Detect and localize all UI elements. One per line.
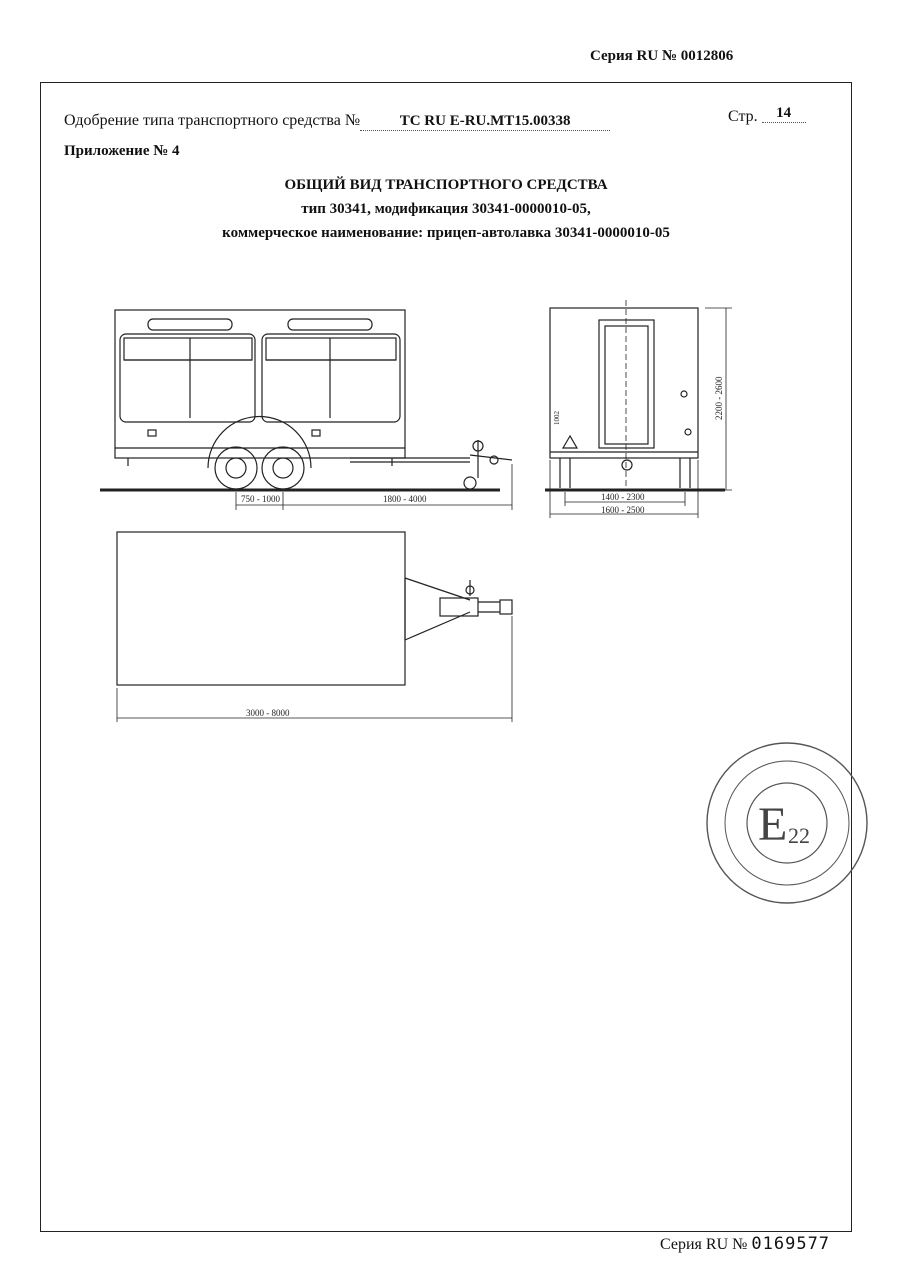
stamp-number: 22 [788, 823, 810, 848]
dim-drawbar: 1800 - 4000 [383, 494, 427, 504]
dim-height: 2200 - 2600 [714, 376, 724, 420]
rear-side-mark: 1002 [553, 411, 561, 425]
appendix-label: Приложение № 4 [64, 143, 180, 159]
series-bottom-label: Серия RU № [660, 1236, 748, 1253]
top-view-drawing [117, 532, 512, 722]
approval-label: Одобрение типа транспортного средства № [64, 112, 361, 129]
stamp-lettering [758, 798, 810, 851]
stamp-mark: E [758, 798, 788, 851]
dim-axle-offset: 750 - 1000 [241, 494, 280, 504]
document-subtitle-name: коммерческое наименование: прицеп-автолавка 30341-0000010-05 [222, 225, 670, 241]
dim-length: 3000 - 8000 [246, 708, 290, 718]
series-number-bottom [660, 1234, 830, 1254]
approval-number: ТС RU E-RU.МТ15.00338 [360, 113, 610, 131]
page-label: Стр. [728, 108, 758, 125]
rear-view-drawing [545, 300, 732, 518]
side-view-drawing [100, 310, 512, 510]
document-title: ОБЩИЙ ВИД ТРАНСПОРТНОГО СРЕДСТВА [284, 177, 608, 193]
document-subtitle-type: тип 30341, модификация 30341-0000010-05, [301, 201, 591, 217]
dim-track: 1400 - 2300 [601, 492, 645, 502]
series-number-top: Серия RU № 0012806 [590, 48, 734, 64]
dim-width: 1600 - 2500 [601, 505, 645, 515]
series-bottom-number: 0169577 [751, 1234, 831, 1254]
page-number: 14 [762, 105, 806, 123]
